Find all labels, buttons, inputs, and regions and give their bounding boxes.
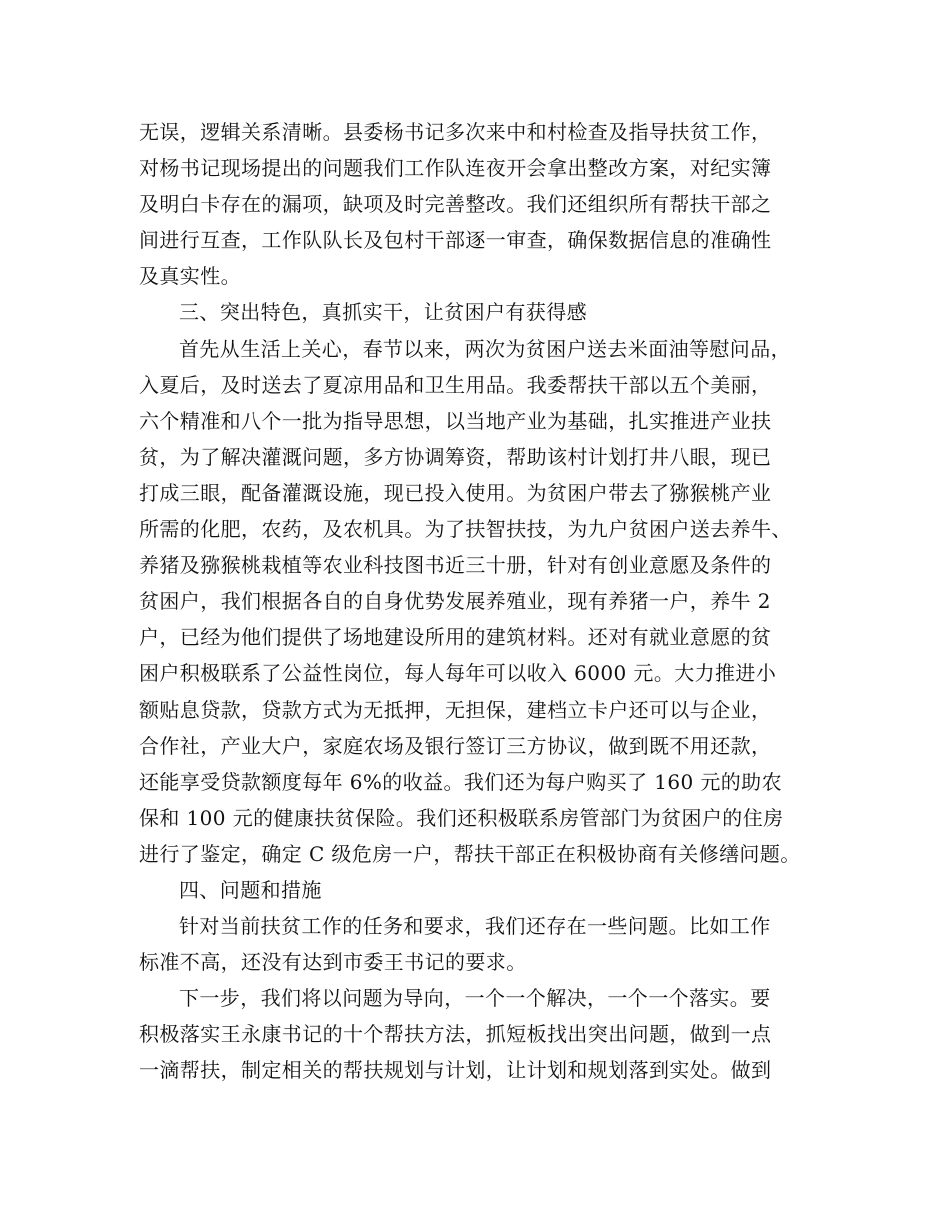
text-line: 所需的化肥，农药，及农机具。为了扶智扶技，为九户贫困户送去养牛、 [139, 517, 792, 542]
text-line: 及真实性。 [139, 264, 241, 289]
text-line: 还能享受贷款额度每年 6%的收益。我们还为每户购买了 160 元的助农 [139, 769, 782, 794]
text-line: 贫困户，我们根据各自的自身优势发展养殖业，现有养猪一户，养牛 2 [139, 589, 771, 614]
section-heading: 四、问题和措施 [179, 877, 322, 902]
text-line: 打成三眼，配备灌溉设施，现已投入使用。为贫困户带去了猕猴桃产业 [139, 480, 772, 505]
text-line: 标准不高，还没有达到市委王书记的要求。 [139, 950, 527, 975]
text-line: 无误，逻辑关系清晰。县委杨书记多次来中和村检查及指导扶贫工作， [139, 120, 772, 144]
text-line: 额贴息贷款，贷款方式为无抵押，无担保，建档立卡户还可以与企业， [139, 697, 772, 722]
text-line: 积极落实王永康书记的十个帮扶方法，抓短板找出突出问题，做到一点 [139, 1022, 772, 1047]
text-line: 对杨书记现场提出的问题我们工作队连夜开会拿出整改方案，对纪实簿 [139, 156, 772, 181]
text-line: 一滴帮扶，制定相关的帮扶规划与计划，让计划和规划落到实处。做到 [139, 1058, 772, 1083]
paragraph-start-line: 针对当前扶贫工作的任务和要求，我们还存在一些问题。比如工作 [179, 914, 771, 939]
text-line: 合作社，产业大户，家庭农场及银行签订三方协议，做到既不用还款， [139, 733, 772, 758]
text-line: 保和 100 元的健康扶贫保险。我们还积极联系房管部门为贫困户的住房 [139, 805, 784, 830]
text-line: 户，已经为他们提供了场地建设所用的建筑材料。还对有就业意愿的贫 [139, 625, 772, 650]
text-line: 入夏后，及时送去了夏凉用品和卫生用品。我委帮扶干部以五个美丽， [139, 372, 772, 397]
document-body [139, 114, 829, 1089]
paragraph-start-line: 首先从生活上关心，春节以来，两次为贫困户送去米面油等慰问品， [179, 336, 791, 361]
text-line: 六个精准和八个一批为指导思想，以当地产业为基础，扎实推进产业扶 [139, 408, 772, 433]
text-line: 间进行互查，工作队队长及包村干部逐一审查，确保数据信息的准确性 [139, 228, 772, 253]
text-line: 困户积极联系了公益性岗位，每人每年可以收入 6000 元。大力推进小 [139, 661, 777, 686]
text-line: 及明白卡存在的漏项，缺项及时完善整改。我们还组织所有帮扶干部之 [139, 192, 772, 217]
text-line: 进行了鉴定，确定 C 级危房一户，帮扶干部正在积极协商有关修缮问题。 [139, 841, 801, 866]
paragraph-start-line: 下一步，我们将以问题为导向，一个一个解决，一个一个落实。要 [179, 986, 771, 1011]
text-line: 贫，为了解决灌溉问题，多方协调筹资，帮助该村计划打井八眼，现已 [139, 444, 772, 469]
section-heading: 三、突出特色，真抓实干，让贫困户有获得感 [179, 300, 587, 325]
text-line: 养猪及猕猴桃栽植等农业科技图书近三十册，针对有创业意愿及条件的 [139, 553, 772, 578]
